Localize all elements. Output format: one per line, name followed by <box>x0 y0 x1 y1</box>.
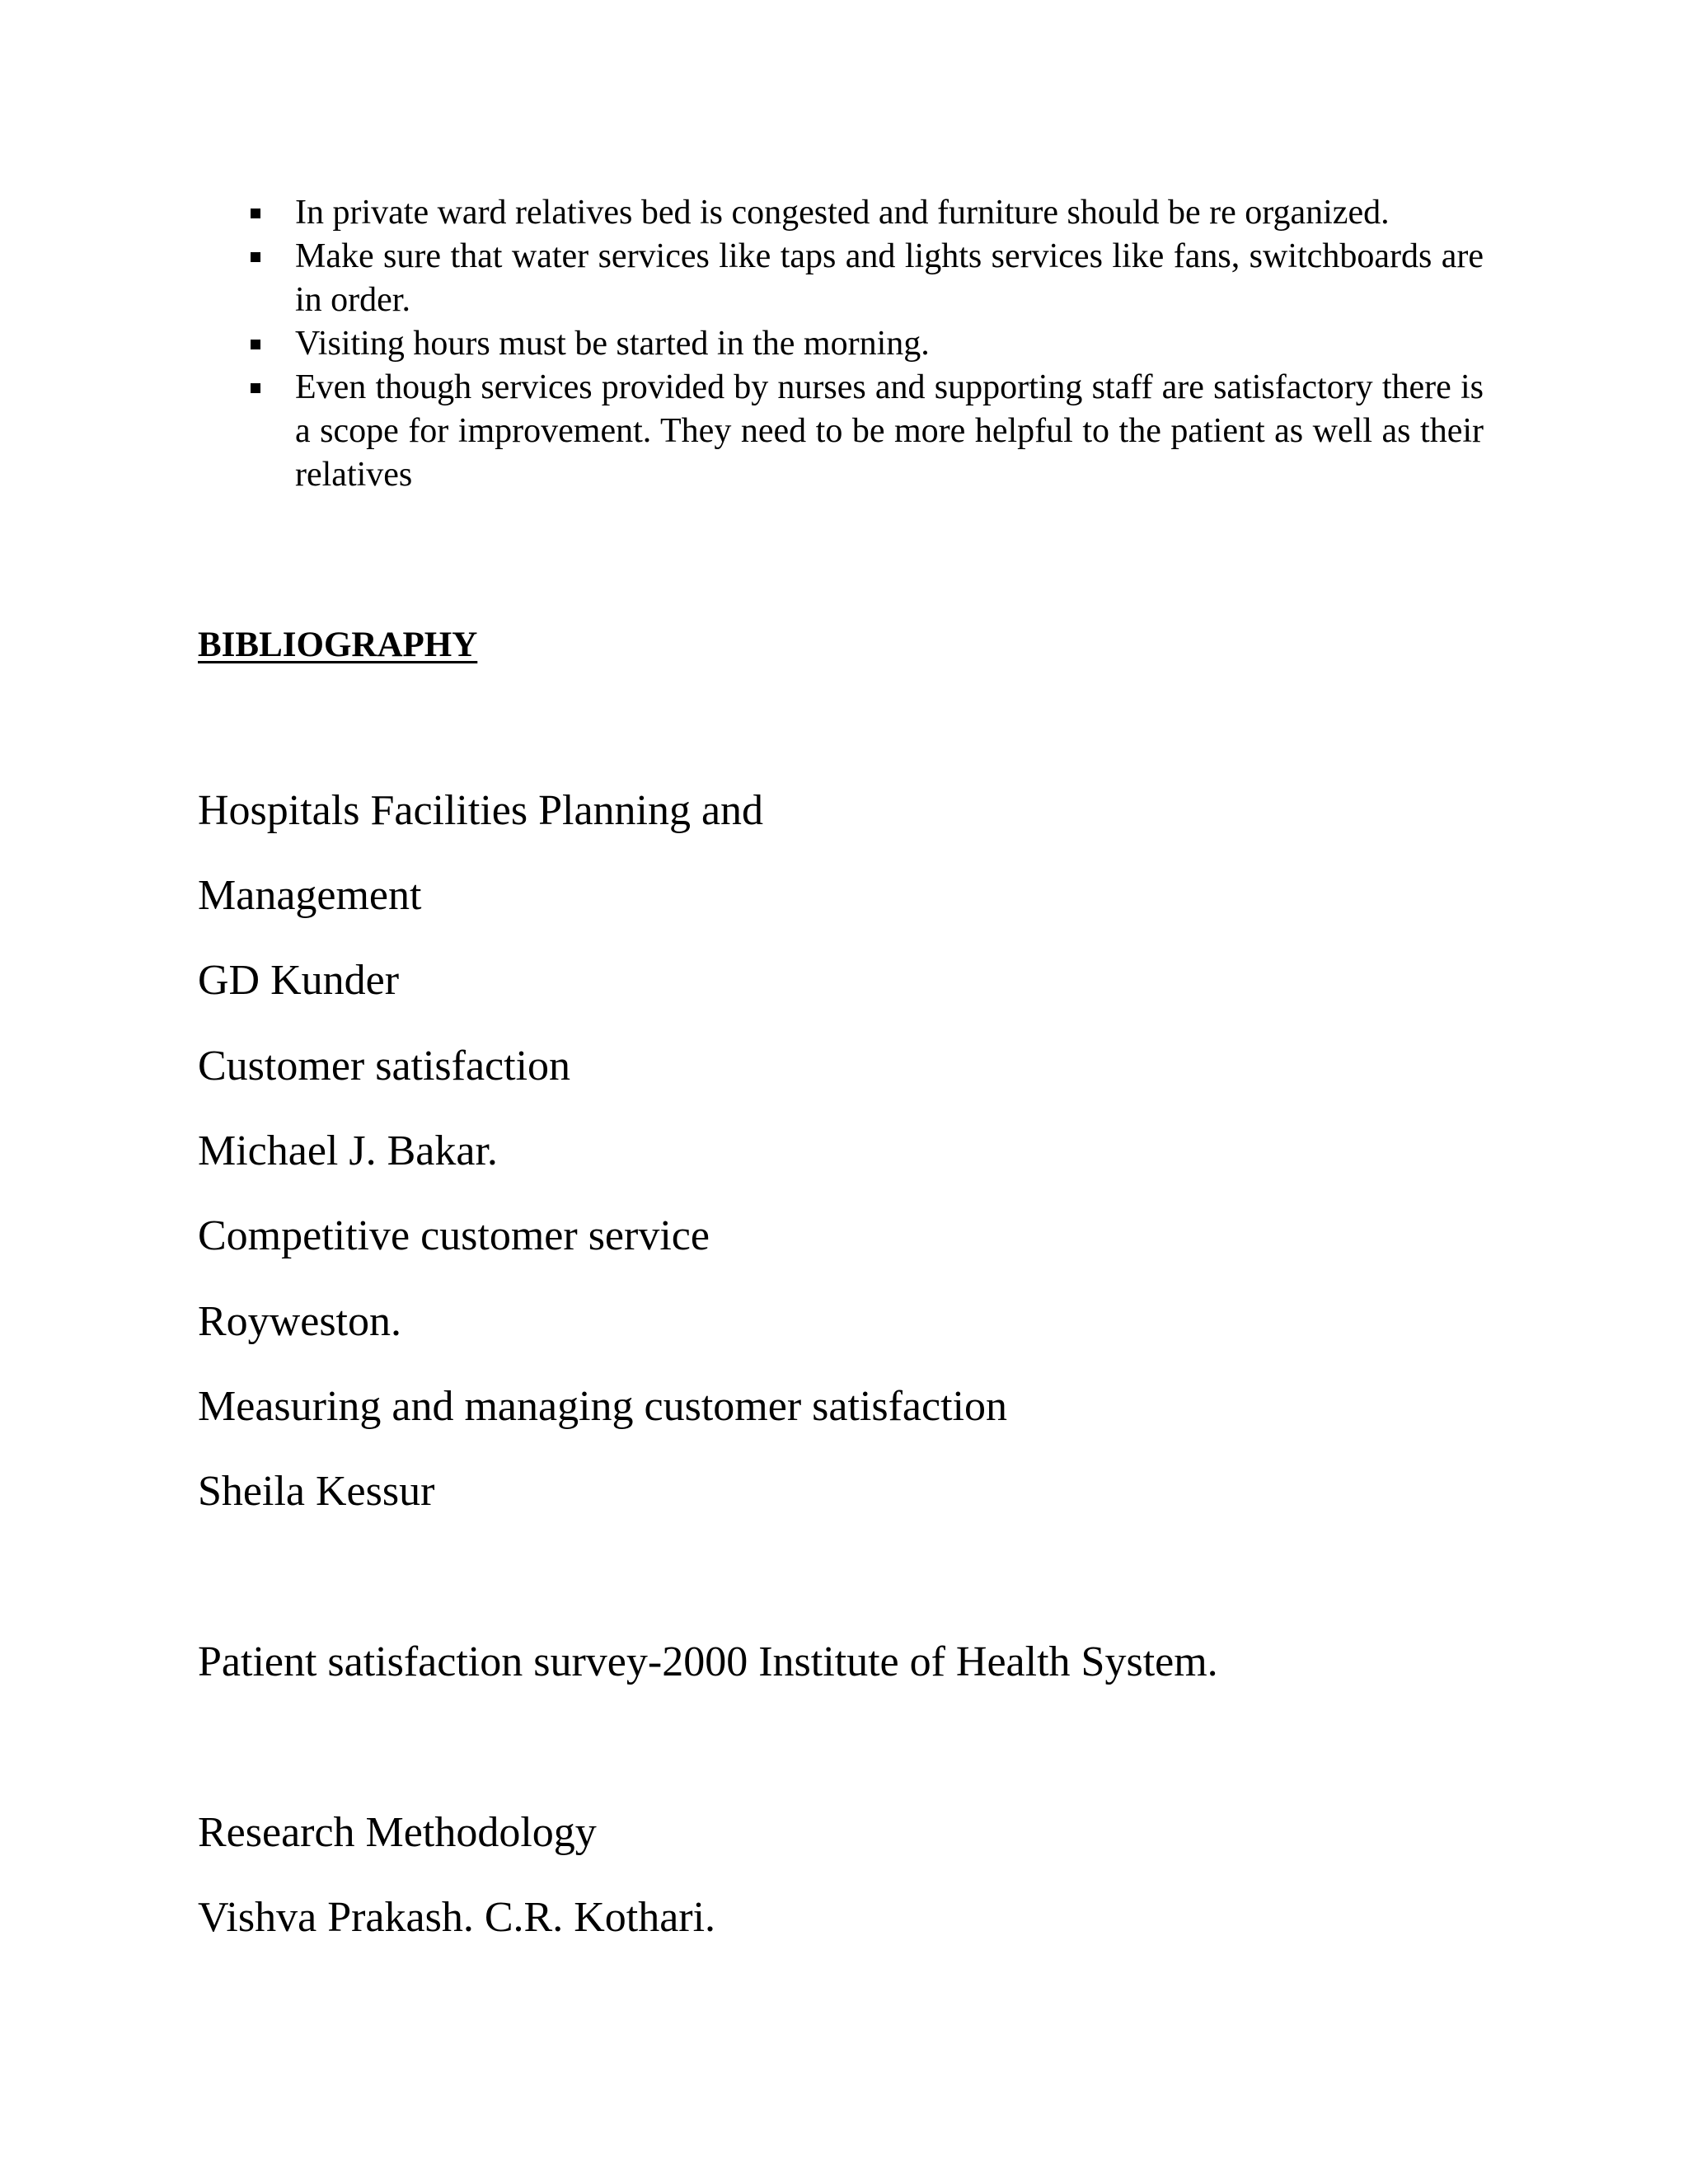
bibliography-entry: Competitive customer service <box>198 1212 710 1259</box>
bibliography-entry: Customer satisfaction <box>198 1043 571 1090</box>
bibliography-entry: Sheila Kessur <box>198 1468 435 1515</box>
recommendation-list <box>198 191 1484 497</box>
square-bullet-icon <box>251 383 260 393</box>
square-bullet-icon <box>251 340 260 349</box>
bibliography-entry: Management <box>198 872 422 919</box>
bibliography-entry: Research Methodology <box>198 1809 597 1856</box>
bibliography-entry: Vishva Prakash. C.R. Kothari. <box>198 1894 716 1941</box>
list-item-text: Visiting hours must be started in the morning. <box>295 325 930 363</box>
list-item <box>198 191 1484 235</box>
square-bullet-icon <box>251 252 260 262</box>
bibliography-entry: Measuring and managing customer satisfaction <box>198 1383 1007 1430</box>
list-item <box>198 235 1484 322</box>
list-item-text: Even though services provided by nurses and supporting staff are satisfactory there is a scope for improvement. They need to be more helpful to the patient as well as their relatives <box>295 368 1484 494</box>
list-item-text: Make sure that water services like taps and lights services like fans, switchboards are in order. <box>295 237 1484 319</box>
bibliography-entry: Michael J. Bakar. <box>198 1127 498 1174</box>
list-item-text: In private ward relatives bed is congested and furniture should be re organized. <box>295 194 1390 232</box>
bibliography-entry: Royweston. <box>198 1298 401 1345</box>
list-item <box>198 322 1484 366</box>
list-item <box>198 366 1484 497</box>
bibliography-heading: BIBLIOGRAPHY <box>198 626 478 664</box>
bibliography-entry: GD Kunder <box>198 957 400 1004</box>
bibliography-entry: Hospitals Facilities Planning and <box>198 787 764 834</box>
square-bullet-icon <box>251 209 260 218</box>
bibliography-entry: Patient satisfaction survey-2000 Institute of Health System. <box>198 1638 1218 1685</box>
